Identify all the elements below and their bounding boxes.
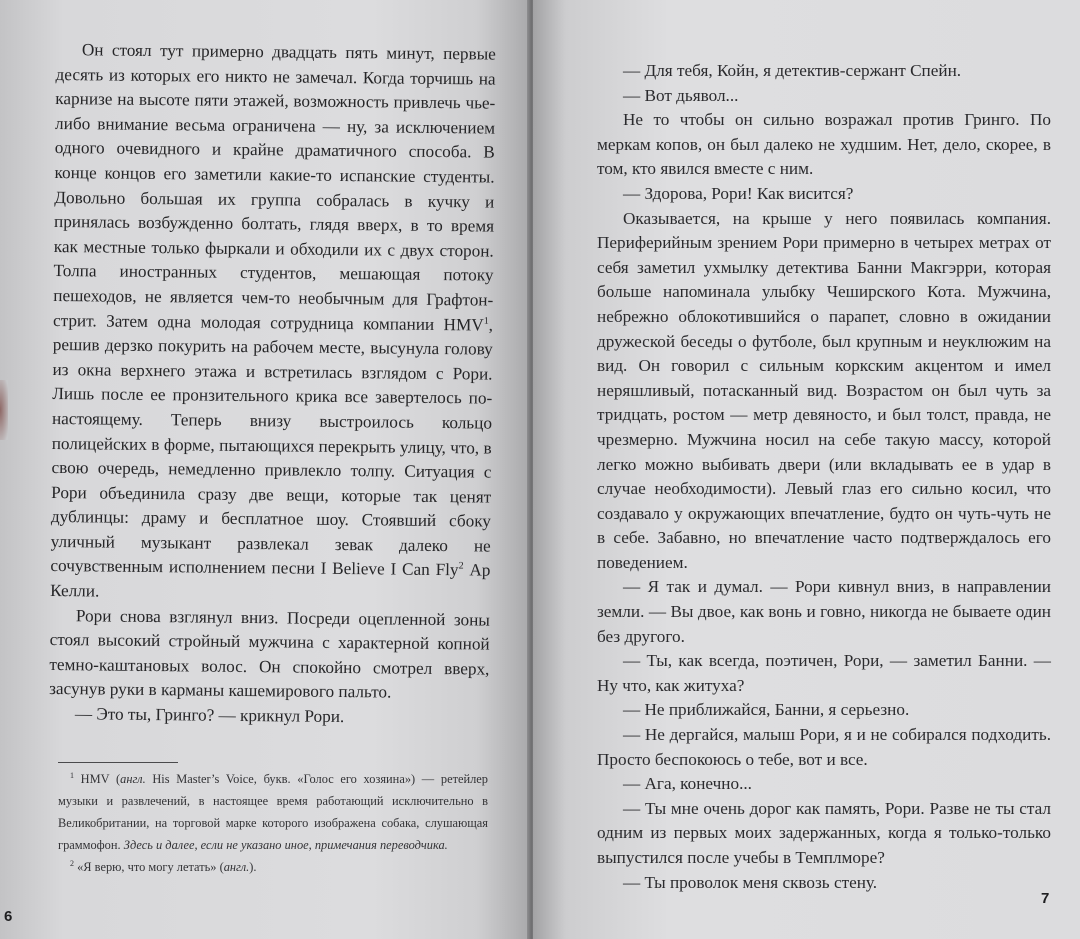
left-page: [0, 0, 530, 939]
page-number-right: 7: [1041, 890, 1050, 907]
paragraph: — Это ты, Гринго? — крикнул Рори.: [74, 704, 345, 727]
italic-text: англ.: [120, 772, 146, 786]
page-number-left: 6: [4, 908, 13, 925]
paragraph: — Ты, как всегда, поэтичен, Рори, — заметил Банни. — Ну что, как житуха?: [597, 651, 1051, 695]
footnote: $^2$ «Я верю, что могу летать» (англ.).: [70, 858, 257, 874]
paragraph: — Для тебя, Койн, я детектив-сержант Спейн.: [623, 61, 962, 80]
footnote: $^1$ HMV (англ. His Master’s Voice, букв. «Голос его хозяина») — ретейлер музыки и развлечений, в настоящее время работающий исключительно в Великобритании, на торговой марке которого изображена собака, слушающая граммофон. Здесь и далее, если не указано иное, примечания переводчика.: [58, 770, 488, 852]
paragraph: — Вот дьявол...: [623, 85, 739, 105]
right-page-body-text: [597, 59, 1051, 895]
paragraph: — Ты мне очень дорог как память, Рори. Разве не ты стал одним из первых моих задержанных, когда я только-только выпустился после учебы в Темплморе?: [597, 798, 1051, 867]
paragraph: Рори снова взглянул вниз. Посреди оцепленной зоны стоял высокий стройный мужчина с характерной копной темно-каштановых волос. Он спокойно смотрел вверх, засунув руки в карманы кашемирового пальто.: [49, 605, 491, 702]
italic-text: Здесь и далее, если не указано иное, примечания переводчика.: [123, 838, 448, 852]
footnote-marker: 1: [483, 315, 489, 327]
italic-text: англ.: [223, 860, 250, 874]
footnote-number: 2: [70, 858, 74, 868]
right-page: [533, 0, 1080, 939]
paragraph: — Ага, конечно...: [623, 774, 752, 794]
paragraph: — Я так и думал. — Рори кивнул вниз, в направлении земли. — Вы двое, как вонь и говно, никогда не бываете один без другого.: [597, 577, 1051, 646]
footnote-rule: [58, 762, 178, 763]
paragraph: Оказывается, на крыше у него появилась компания. Периферийным зрением Рори примерно в четырех метрах от себя заметил ухмылку детектива Банни Макгэрри, которая больше напоминала улыбку Чеширского Кота. Мужчина, небрежно облокотившийся о парапет, словно в ожидании дружеской беседы о футболе, был крупным и неуклюжим на вид. Он говорил с сильным коркским акцентом и имел неряшливый, потасканный вид. Возрастом он был чуть за тридцать, ростом — метр девяносто, и был толст, правда, не чрезмерно. Мужчина носил на себе такую массу, которой легко можно выбивать двери (или вкладывать ее в удар в случае необходимости). Левый глаз его сильно косил, что создавало у окружающих впечатление, будто он чуть-чуть не в себе. Забавно, но впечатление часто подтверждалось его поведением.: [597, 208, 1051, 572]
paragraph: Не то чтобы он сильно возражал против Гринго. По меркам копов, он был далеко не худшим. Нет, дело, скорее, в том, кто явился вместе с ним.: [597, 110, 1051, 179]
footnotes: [58, 768, 488, 878]
paragraph: — Ты проволок меня сквозь стену.: [623, 872, 878, 892]
footnote-number: 1: [70, 770, 74, 780]
footnote-marker: 2: [458, 560, 464, 573]
paragraph: — Не дергайся, малыш Рори, я и не собирался подходить. Просто беспокоюсь о тебе, вот и все.: [597, 725, 1051, 769]
paragraph: — Не приближайся, Банни, я серьезно.: [623, 700, 910, 720]
page-edge-shadow: [0, 380, 8, 440]
paragraph: — Здорова, Рори! Как висится?: [623, 183, 854, 203]
paragraph: Он стоял тут примерно двадцать пять минут, первые десять из которых его никто не замечал. Когда торчишь на карнизе на высоте пяти этажей, возможность привлечь чье-либо внимание весьма ограничена — ну, за исключением одного очевидного и крайне драматичного способа. В конце концов его заметили какие-то испанские студенты. Довольно большая их группа собралась в кучку и принялась возбужденно болтать, глядя вверх, в то время как местные только фыркали и обходили их с двух сторон. Толпа иностранных студентов, мешающая потоку пешеходов, не является чем-то необычным для Графтон-стрит. Затем одна молодая сотрудница компании HMV$^1$, решив дерзко покурить на рабочем месте, высунула голову из окна верхнего этажа и встретилась взглядом с Рори. Лишь после ее пронзительного крика все завертелось по-настоящему. Теперь внизу выстроилось кольцо полицейских в форме, пытающихся перекрыть улицу, что, в свою очередь, немедленно привлекло толпу. Ситуация с Рори объединила сразу две вещи, которые так ценят дублинцы: драму и бесплатное шоу. Стоявший сбоку уличный музыкант развлекал зевак далеко не сочувственным исполнением песни I Believe I Can Fly$^2$ Ар Келли.: [50, 40, 496, 601]
left-page-body-text: [49, 38, 496, 731]
